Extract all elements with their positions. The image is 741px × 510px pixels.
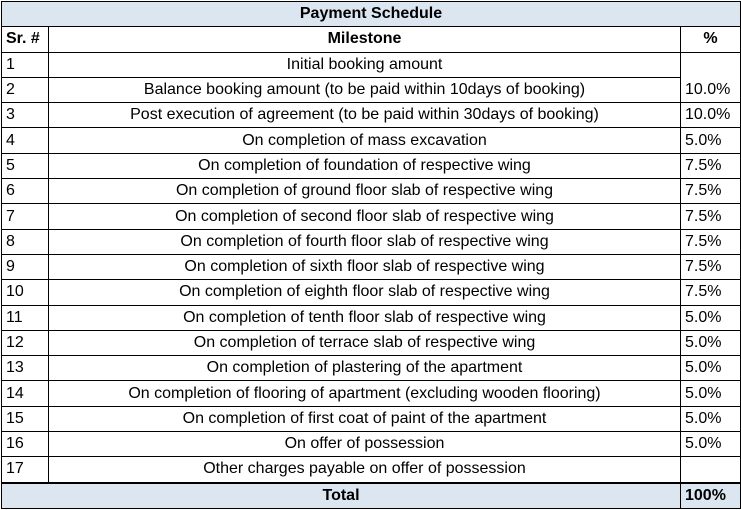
row-percent: 7.5% (681, 179, 741, 204)
row-sr-number: 17 (2, 457, 49, 483)
row-percent: 7.5% (681, 153, 741, 178)
table-row (2, 77, 741, 102)
total-percent: 100% (681, 483, 741, 509)
row-sr-number: 13 (2, 356, 49, 381)
row-milestone: On completion of mass excavation (49, 128, 681, 153)
table-row (2, 457, 741, 483)
row-milestone: On offer of possession (49, 432, 681, 457)
row-sr-number: 11 (2, 305, 49, 330)
row-sr-number: 3 (2, 103, 49, 128)
row-percent: 5.0% (681, 381, 741, 406)
row-milestone: Other charges payable on offer of possession (49, 457, 681, 483)
column-header-milestone: Milestone (49, 27, 681, 52)
row-milestone: On completion of plastering of the apartment (49, 356, 681, 381)
row-percent: 5.0% (681, 305, 741, 330)
row-milestone: On completion of terrace slab of respective wing (49, 330, 681, 355)
table-row (2, 254, 741, 279)
table-row (2, 103, 741, 128)
table-row (2, 356, 741, 381)
table-row (2, 381, 741, 406)
row-sr-number: 4 (2, 128, 49, 153)
row-percent (681, 52, 741, 77)
row-milestone: On completion of second floor slab of respective wing (49, 204, 681, 229)
table-row (2, 153, 741, 178)
column-header-sr: Sr. # (2, 27, 49, 52)
row-milestone: Balance booking amount (to be paid within 10days of booking) (49, 77, 681, 102)
row-milestone: On completion of foundation of respective wing (49, 153, 681, 178)
row-percent: 10.0% (681, 103, 741, 128)
row-milestone: Post execution of agreement (to be paid within 30days of booking) (49, 103, 681, 128)
table-row (2, 406, 741, 431)
row-percent (681, 457, 741, 483)
table-row (2, 128, 741, 153)
total-label: Total (2, 483, 681, 509)
table-row (2, 330, 741, 355)
row-percent: 5.0% (681, 406, 741, 431)
table-row (2, 229, 741, 254)
table-row (2, 179, 741, 204)
payment-schedule-table (1, 1, 741, 509)
table-row (2, 305, 741, 330)
row-sr-number: 2 (2, 77, 49, 102)
row-milestone: On completion of eighth floor slab of respective wing (49, 280, 681, 305)
row-percent: 10.0% (681, 77, 741, 102)
table-row (2, 52, 741, 77)
table-title: Payment Schedule (2, 2, 741, 27)
row-sr-number: 6 (2, 179, 49, 204)
row-percent: 7.5% (681, 280, 741, 305)
row-sr-number: 10 (2, 280, 49, 305)
title-row (2, 2, 741, 27)
row-milestone: On completion of first coat of paint of the apartment (49, 406, 681, 431)
row-percent: 7.5% (681, 254, 741, 279)
row-percent: 7.5% (681, 204, 741, 229)
row-milestone: On completion of tenth floor slab of respective wing (49, 305, 681, 330)
row-percent: 5.0% (681, 356, 741, 381)
total-row (2, 483, 741, 509)
row-milestone: On completion of ground floor slab of respective wing (49, 179, 681, 204)
row-sr-number: 5 (2, 153, 49, 178)
column-header-percent: % (681, 27, 741, 52)
column-header-row (2, 27, 741, 52)
row-milestone: On completion of fourth floor slab of respective wing (49, 229, 681, 254)
row-sr-number: 12 (2, 330, 49, 355)
row-percent: 7.5% (681, 229, 741, 254)
row-sr-number: 9 (2, 254, 49, 279)
row-sr-number: 14 (2, 381, 49, 406)
table-row (2, 432, 741, 457)
row-sr-number: 8 (2, 229, 49, 254)
row-percent: 5.0% (681, 128, 741, 153)
row-sr-number: 16 (2, 432, 49, 457)
table-row (2, 280, 741, 305)
row-percent: 5.0% (681, 330, 741, 355)
row-sr-number: 1 (2, 52, 49, 77)
row-sr-number: 7 (2, 204, 49, 229)
table-row (2, 204, 741, 229)
row-milestone: Initial booking amount (49, 52, 681, 77)
row-milestone: On completion of sixth floor slab of respective wing (49, 254, 681, 279)
row-sr-number: 15 (2, 406, 49, 431)
row-milestone: On completion of flooring of apartment (excluding wooden flooring) (49, 381, 681, 406)
row-percent: 5.0% (681, 432, 741, 457)
